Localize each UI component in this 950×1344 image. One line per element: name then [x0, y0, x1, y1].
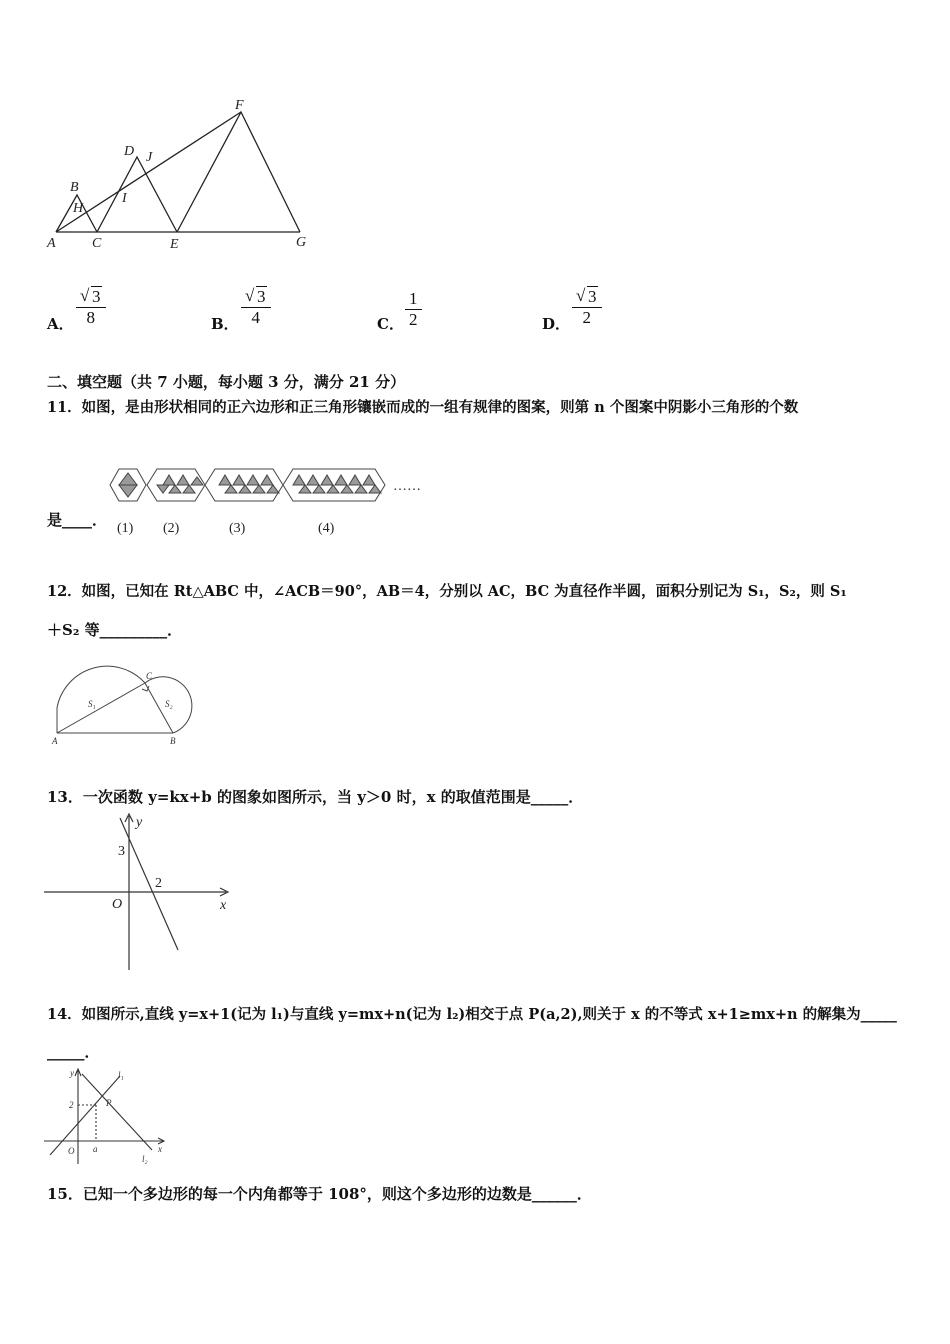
q12-line1: 12．如图，已知在 Rt△ABC 中，∠ACB＝90°，AB＝4，分别以 AC，BC 为直径作半圆，面积分别记为 S₁，S₂，则 S₁ [47, 583, 847, 600]
option-fraction: √ $\frac{3}{2}$ [572, 287, 602, 328]
y-axis-label: y [136, 815, 143, 830]
label-A: A [52, 736, 58, 746]
option-fraction: $\frac{1}{2}$ [405, 289, 422, 330]
intersecting-lines-figure [44, 1064, 174, 1169]
label-S2: S₂ [165, 699, 173, 709]
y-intercept-label: 3 [118, 844, 125, 859]
a-label: a [93, 1144, 98, 1154]
q13-text: 13．一次函数 y=kx+b 的图象如图所示，当 y＞0 时，x 的取值范围是_____． [47, 788, 584, 806]
label-I: I [122, 191, 127, 206]
origin-label: O [68, 1146, 75, 1156]
label-G: G [296, 235, 307, 250]
label-J: J [146, 150, 153, 165]
q14-line2: _____． [47, 1043, 100, 1061]
l2-label: l₂ [142, 1154, 148, 1164]
q11-tail: 是____． [47, 511, 108, 529]
continuation-dots: …… [393, 479, 421, 494]
origin-label: O [112, 897, 123, 912]
q12-line2: ＋S₂ 等_________． [47, 621, 183, 639]
x-axis-label: x [158, 1144, 162, 1154]
option-letter: C． [377, 315, 404, 333]
pattern-label-1: (1) [117, 521, 134, 536]
option-letter: A． [47, 315, 74, 333]
linear-graph-figure [44, 812, 234, 972]
triangle-figure [40, 95, 320, 255]
label-C: C [146, 671, 153, 681]
label-D: D [124, 144, 135, 159]
tessellation-figure [105, 460, 425, 545]
label-S1: S₁ [88, 699, 96, 709]
label-F: F [235, 98, 244, 113]
pattern-label-3: (3) [229, 521, 246, 536]
q15-text: 15．已知一个多边形的每一个内角都等于 108°，则这个多边形的边数是______． [47, 1185, 592, 1203]
semicircles-figure [48, 650, 198, 750]
q14-line1: 14．如图所示,直线 y=x+1(记为 l₁)与直线 y=mx+n(记为 l₂)相交于点 P(a,2),则关于 x 的不等式 x+1≥mx+n 的解集为_____ [47, 1006, 897, 1023]
section-title: 二、填空题（共 7 小题，每小题 3 分，满分 21 分） [47, 373, 406, 391]
label-B: B [70, 180, 79, 195]
option-fraction: √ $\frac{3}{8}$ [76, 287, 106, 328]
y-value-label: 2 [69, 1100, 74, 1110]
point-p-label: P [106, 1098, 112, 1108]
label-B: B [170, 736, 176, 746]
option-fraction: √ $\frac{3}{4}$ [241, 287, 271, 328]
option-letter: B． [211, 315, 239, 333]
label-A: A [47, 236, 56, 251]
label-H: H [73, 201, 84, 216]
y-axis-label: y [70, 1068, 74, 1078]
pattern-label-4: (4) [318, 521, 335, 536]
pattern-label-2: (2) [163, 521, 180, 536]
x-axis-label: x [220, 898, 227, 913]
option-letter: D． [542, 315, 571, 333]
l1-label: l₁ [118, 1070, 124, 1080]
label-E: E [170, 237, 179, 252]
label-C: C [92, 236, 102, 251]
q11-text: 11．如图，是由形状相同的正六边形和正三角形镶嵌而成的一组有规律的图案，则第 n 个图案中阴影小三角形的个数 [47, 399, 799, 416]
x-intercept-label: 2 [155, 876, 162, 891]
